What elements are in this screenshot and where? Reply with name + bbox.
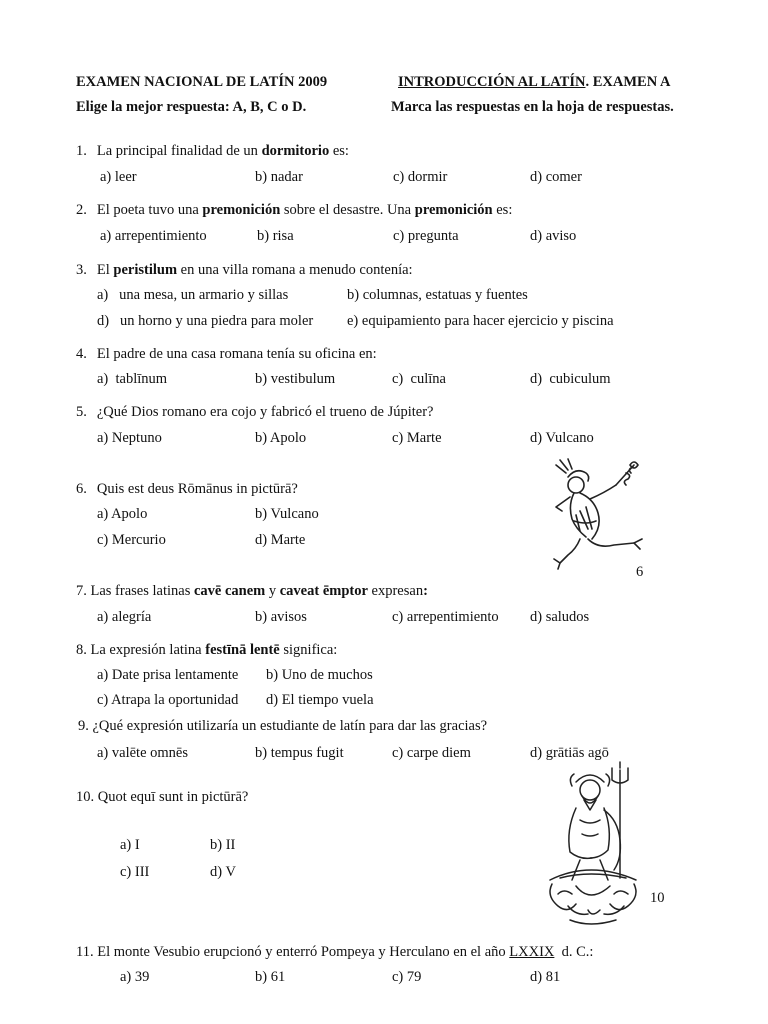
- option-11b[interactable]: b) 61: [255, 969, 286, 985]
- question-number: 1.: [76, 143, 87, 159]
- option-4c[interactable]: c) culīna: [392, 371, 446, 387]
- question-2: [76, 201, 512, 219]
- option-10a[interactable]: a) I: [120, 837, 140, 853]
- question-number: 2.: [76, 202, 87, 218]
- option-6b[interactable]: b) Vulcano: [255, 506, 319, 522]
- question-7: [76, 582, 428, 600]
- option-11d[interactable]: d) 81: [530, 969, 561, 985]
- option-11c[interactable]: c) 79: [392, 969, 422, 985]
- question-colon: :: [423, 583, 428, 599]
- figure-6-label: 6: [636, 564, 644, 580]
- option-7b[interactable]: b) avisos: [255, 609, 307, 625]
- question-text: es:: [329, 143, 349, 159]
- question-text: sobre el desastre. Una: [280, 202, 415, 218]
- option-5b[interactable]: b) Apolo: [255, 430, 307, 446]
- option-3e[interactable]: e) equipamiento para hacer ejercicio y piscina: [347, 313, 614, 329]
- question-text: y: [265, 583, 280, 599]
- option-7c[interactable]: c) arrepentimiento: [392, 609, 499, 625]
- instruction-right: Marca las respuestas en la hoja de respuestas.: [391, 99, 674, 115]
- question-keyword: premonición: [414, 202, 493, 218]
- question-number: 5.: [76, 404, 87, 420]
- option-2a[interactable]: a) arrepentimiento: [100, 228, 207, 244]
- question-text: El padre de una casa romana tenía su oficina en:: [96, 346, 377, 362]
- question-8: [76, 641, 337, 659]
- question-9: 9. ¿Qué expresión utilizaría un estudiante de latín para dar las gracias?: [78, 718, 488, 734]
- question-keyword: festīnā lentē: [205, 642, 280, 658]
- option-5a[interactable]: a) Neptuno: [97, 430, 162, 446]
- exam-title: EXAMEN NACIONAL DE LATÍN 2009: [76, 74, 328, 90]
- question-text: 7. Las frases latinas: [76, 583, 194, 599]
- question-text: es:: [492, 202, 513, 218]
- option-1d[interactable]: d) comer: [530, 169, 582, 185]
- option-9d[interactable]: d) grātiās agō: [530, 745, 609, 761]
- question-text: significa:: [279, 642, 338, 658]
- option-10d[interactable]: d) V: [210, 864, 236, 880]
- instruction-left: Elige la mejor respuesta: A, B, C o D.: [76, 99, 307, 115]
- option-4d[interactable]: d) cubiculum: [530, 371, 611, 387]
- option-4a[interactable]: a) tablīnum: [97, 371, 168, 387]
- question-number: 3.: [76, 262, 87, 278]
- option-8c[interactable]: c) Atrapa la oportunidad: [97, 692, 239, 708]
- question-text: d. C.:: [554, 944, 594, 960]
- option-9a[interactable]: a) valēte omnēs: [97, 745, 188, 761]
- question-text: 11. El monte Vesubio erupcionó y enterró Pompeya y Herculano en el año: [76, 944, 510, 960]
- option-7d[interactable]: d) saludos: [530, 609, 590, 625]
- exam-subtitle: [398, 73, 670, 91]
- option-10c[interactable]: c) III: [120, 864, 150, 880]
- neptune-illustration: [540, 760, 652, 930]
- option-10b[interactable]: b) II: [210, 837, 236, 853]
- question-keyword: peristilum: [113, 262, 178, 278]
- question-text: La principal finalidad de un: [96, 143, 262, 159]
- option-2c[interactable]: c) pregunta: [393, 228, 459, 244]
- option-1c[interactable]: c) dormir: [393, 169, 448, 185]
- option-8a[interactable]: a) Date prisa lentamente: [97, 667, 239, 683]
- question-10: 10. Quot equī sunt in pictūrā?: [76, 789, 249, 805]
- option-9c[interactable]: c) carpe diem: [392, 745, 471, 761]
- figure-10-label: 10: [650, 890, 665, 906]
- mercury-illustration: [530, 455, 670, 570]
- question-text: El poeta tuvo una: [96, 202, 203, 218]
- option-2b[interactable]: b) risa: [257, 228, 294, 244]
- option-3a[interactable]: a) una mesa, un armario y sillas: [97, 287, 289, 303]
- question-number: 4.: [76, 346, 87, 362]
- question-3: [76, 261, 413, 279]
- question-text: ¿Qué Dios romano era cojo y fabricó el trueno de Júpiter?: [96, 404, 434, 420]
- option-4b[interactable]: b) vestibulum: [255, 371, 336, 387]
- question-4: [76, 345, 377, 363]
- option-2d[interactable]: d) aviso: [530, 228, 577, 244]
- option-1a[interactable]: a) leer: [100, 169, 137, 185]
- option-3d[interactable]: d) un horno y una piedra para moler: [97, 313, 314, 329]
- question-number: 6.: [76, 481, 87, 497]
- question-text: expresan: [367, 583, 424, 599]
- option-6d[interactable]: d) Marte: [255, 532, 306, 548]
- question-11: [76, 943, 593, 961]
- question-5: [76, 403, 433, 421]
- question-keyword: caveat ēmptor: [279, 583, 368, 599]
- option-1b[interactable]: b) nadar: [255, 169, 303, 185]
- question-keyword: dormitorio: [261, 143, 330, 159]
- option-6c[interactable]: c) Mercurio: [97, 532, 166, 548]
- question-text: en una villa romana a menudo contenía:: [177, 262, 413, 278]
- option-11a[interactable]: a) 39: [120, 969, 150, 985]
- question-keyword: premonición: [202, 202, 281, 218]
- question-text: Quis est deus Rōmānus in pictūrā?: [96, 481, 298, 497]
- option-8d[interactable]: d) El tiempo vuela: [266, 692, 374, 708]
- subtitle-underlined: INTRODUCCIÓN AL LATÍN: [398, 74, 586, 90]
- option-5c[interactable]: c) Marte: [392, 430, 442, 446]
- option-9b[interactable]: b) tempus fugit: [255, 745, 344, 761]
- question-1: [76, 142, 349, 160]
- question-6: [76, 480, 298, 498]
- option-8b[interactable]: b) Uno de muchos: [266, 667, 373, 683]
- option-7a[interactable]: a) alegría: [97, 609, 152, 625]
- option-3b[interactable]: b) columnas, estatuas y fuentes: [347, 287, 528, 303]
- question-text: El: [96, 262, 114, 278]
- option-6a[interactable]: a) Apolo: [97, 506, 148, 522]
- subtitle-rest: . EXAMEN A: [585, 74, 671, 90]
- question-keyword: cavē canem: [193, 583, 266, 599]
- roman-numeral-year: LXXIX: [509, 944, 555, 960]
- option-5d[interactable]: d) Vulcano: [530, 430, 594, 446]
- question-text: 8. La expresión latina: [76, 642, 206, 658]
